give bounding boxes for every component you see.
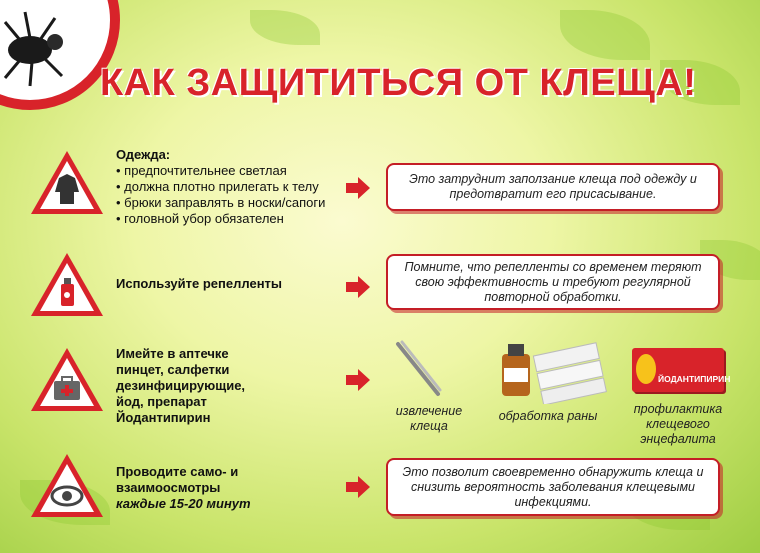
firstaid-warning-icon [28, 345, 106, 415]
clothing-bullet: • предпочтительнее светлая [116, 163, 287, 178]
firstaid-line: Йодантипирин [116, 410, 211, 425]
tick-icon [0, 0, 90, 90]
firstaid-line: пинцет, салфетки [116, 362, 230, 377]
clothing-bullet: • головной убор обязателен [116, 211, 284, 226]
inspection-warning-icon [28, 451, 106, 521]
arrow-right-icon [346, 276, 370, 298]
clothing-heading: Одежда: [116, 147, 171, 162]
product-name: ЙОДАНТИПИРИН [658, 374, 731, 384]
firstaid-line: Имейте в аптечке [116, 346, 229, 361]
product-logo [636, 354, 656, 384]
clothing-warning-icon [28, 148, 106, 218]
inspection-frequency: каждые 15-20 минут [116, 496, 251, 511]
caption-encephalitis-prevention: профилактика клещевого энцефалита [633, 402, 723, 446]
caption-tick-removal: извлечение клеща [395, 404, 463, 433]
clothing-note: Это затруднит заползание клеща под одежду и предотвратит его присасывание. [386, 163, 720, 211]
clothing-bullet: • брюки заправлять в носки/сапоги [116, 195, 326, 210]
caption-wound-treatment: обработка раны [498, 409, 598, 423]
arrow-right-icon [346, 177, 370, 199]
inspection-text [116, 464, 251, 512]
firstaid-line: дезинфицирующие, [116, 378, 246, 393]
clothing-bullet: • должна плотно прилегать к телу [116, 179, 319, 194]
leaf-decoration [560, 10, 650, 60]
repellent-note: Помните, что репелленты со временем теряют свою эффективность и требуют регулярной повторной обработки. [386, 254, 720, 310]
iodine-bottle-and-wipes-icon [494, 340, 614, 404]
arrow-right-icon [346, 369, 370, 391]
page-title: КАК ЗАЩИТИТЬСЯ ОТ КЛЕЩА! [100, 62, 697, 104]
firstaid-text [116, 346, 245, 426]
inspection-line: Проводите само- и [116, 464, 239, 479]
repellent-text: Используйте репелленты [116, 276, 283, 291]
inspection-note: Это позволит своевременно обнаружить клеща и снизить вероятность заболевания клещевыми инфекциями. [386, 458, 720, 516]
clothing-text [116, 147, 325, 227]
firstaid-line: йод, препарат [116, 394, 207, 409]
arrow-right-icon [346, 476, 370, 498]
tweezers-icon [394, 340, 444, 400]
inspection-line: взаимоосмотры [116, 480, 221, 495]
repellent-warning-icon [28, 250, 106, 320]
iodantipyrin-box [632, 348, 731, 392]
leaf-decoration [250, 10, 320, 45]
